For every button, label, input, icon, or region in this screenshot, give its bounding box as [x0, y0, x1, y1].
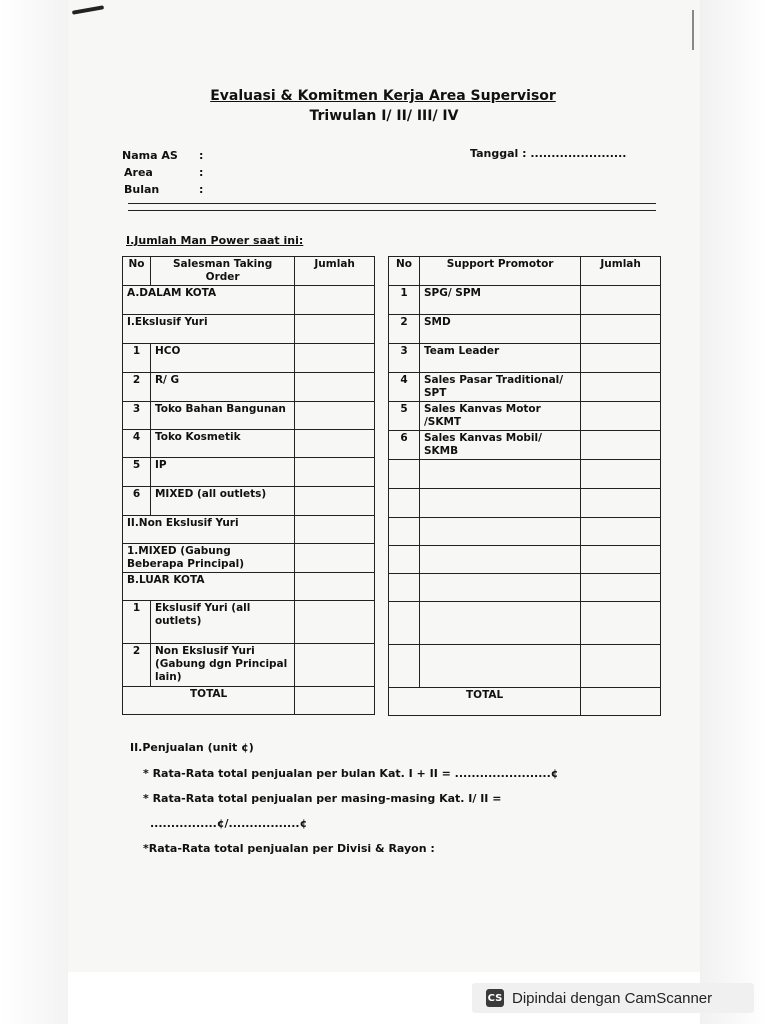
- table-row: [389, 546, 661, 574]
- promotor-row-label: Team Leader: [419, 344, 580, 373]
- promotor-row-number: 5: [389, 402, 420, 431]
- promotor-jumlah-cell: [581, 344, 661, 373]
- divider-line-2: [128, 210, 656, 211]
- salesman-row-number: 1: [123, 601, 151, 644]
- salesman-jumlah-cell: [295, 487, 375, 516]
- promotor-jumlah-cell: [581, 431, 661, 460]
- promotor-jumlah-cell: [581, 518, 661, 546]
- promotor-row-number: [389, 602, 420, 645]
- promotor-row-number: 2: [389, 315, 420, 344]
- document-subtitle: Triwulan I/ II/ III/ IV: [309, 108, 459, 124]
- promotor-row-number: 1: [389, 286, 420, 315]
- salesman-jumlah-cell: [295, 516, 375, 544]
- table-row: [389, 518, 661, 546]
- promotor-row-number: 6: [389, 431, 420, 460]
- promotor-row-label: SPG/ SPM: [419, 286, 580, 315]
- document-title: Evaluasi & Komitmen Kerja Area Supervisor: [210, 88, 556, 104]
- promotor-row-label: SMD: [419, 315, 580, 344]
- salesman-jumlah-cell: [295, 373, 375, 402]
- promotor-jumlah-cell: [581, 315, 661, 344]
- table-row: [123, 373, 375, 402]
- salesman-row-label: MIXED (all outlets): [150, 487, 294, 516]
- salesman-row-number: 5: [123, 458, 151, 487]
- label-area: Area: [124, 166, 153, 179]
- table-row: [389, 431, 661, 460]
- salesman-header-cell: No: [123, 257, 151, 286]
- promotor-row-number: [389, 489, 420, 518]
- promotor-row-number: 4: [389, 373, 420, 402]
- colon-area: :: [199, 166, 204, 179]
- support-promotor-table: [388, 256, 661, 716]
- table-row: [123, 573, 375, 601]
- promotor-row-label: [419, 574, 580, 602]
- camscanner-text: Dipindai dengan CamScanner: [512, 989, 713, 1007]
- label-tanggal: Tanggal : .......................: [470, 147, 627, 160]
- promotor-row-label: Sales Pasar Traditional/ SPT: [419, 373, 580, 402]
- salesman-row-number: 4: [123, 430, 151, 458]
- table-row: [123, 344, 375, 373]
- scan-border-right: [700, 0, 768, 1024]
- promotor-row-number: [389, 518, 420, 546]
- table-row: [389, 489, 661, 518]
- camscanner-logo-icon: CS: [486, 989, 504, 1007]
- promotor-total-row: [389, 688, 661, 716]
- salesman-section-label: II.Non Ekslusif Yuri: [123, 516, 295, 544]
- penjualan-item-2-values: ................¢/.................¢: [150, 817, 308, 830]
- table-row: [123, 430, 375, 458]
- promotor-row-label: Sales Kanvas Motor /SKMT: [419, 402, 580, 431]
- table-row: [123, 458, 375, 487]
- promotor-jumlah-cell: [581, 402, 661, 431]
- table-row: [123, 516, 375, 544]
- salesman-row-number: 6: [123, 487, 151, 516]
- penjualan-item-2: * Rata-Rata total penjualan per masing-masing Kat. I/ II =: [143, 792, 502, 805]
- table-row: [389, 402, 661, 431]
- table-row: [123, 402, 375, 430]
- colon-nama: :: [199, 149, 204, 162]
- salesman-table: [122, 256, 375, 715]
- table-row: [123, 286, 375, 315]
- promotor-row-number: [389, 645, 420, 688]
- salesman-jumlah-cell: [295, 402, 375, 430]
- salesman-jumlah-cell: [295, 644, 375, 687]
- table-row: [389, 373, 661, 402]
- salesman-row-label: R/ G: [150, 373, 294, 402]
- salesman-row-label: Non Ekslusif Yuri (Gabung dgn Principal lain): [150, 644, 294, 687]
- salesman-jumlah-cell: [295, 344, 375, 373]
- paper-edge-mark: [692, 10, 694, 50]
- table-row: [389, 574, 661, 602]
- salesman-section-label: B.LUAR KOTA: [123, 573, 295, 601]
- salesman-jumlah-cell: [295, 573, 375, 601]
- salesman-row-number: 1: [123, 344, 151, 373]
- promotor-jumlah-cell: [581, 645, 661, 688]
- salesman-header-cell: Salesman Taking Order: [150, 257, 294, 286]
- penjualan-item-1: * Rata-Rata total penjualan per bulan Kat. I + II = .......................¢: [143, 767, 559, 780]
- label-nama-as: Nama AS: [122, 149, 178, 162]
- salesman-section-label: 1.MIXED (Gabung Beberapa Principal): [123, 544, 295, 573]
- promotor-row-number: [389, 460, 420, 489]
- promotor-jumlah-cell: [581, 286, 661, 315]
- salesman-section-label: I.Ekslusif Yuri: [123, 315, 295, 344]
- salesman-row-number: 3: [123, 402, 151, 430]
- table-row: [389, 602, 661, 645]
- salesman-jumlah-cell: [295, 601, 375, 644]
- section2-heading: II.Penjualan (unit ¢): [130, 741, 254, 754]
- table-row: [123, 315, 375, 344]
- table-row: [123, 544, 375, 573]
- colon-bulan: :: [199, 183, 204, 196]
- table-row: [123, 487, 375, 516]
- promotor-jumlah-cell: [581, 574, 661, 602]
- salesman-total-row: [123, 687, 375, 715]
- salesman-row-label: Toko Bahan Bangunan: [150, 402, 294, 430]
- promotor-header-cell: No: [389, 257, 420, 286]
- promotor-jumlah-cell: [581, 546, 661, 574]
- salesman-jumlah-cell: [295, 286, 375, 315]
- scan-border-left: [0, 0, 68, 1024]
- table-row: [123, 601, 375, 644]
- salesman-row-number: 2: [123, 644, 151, 687]
- penjualan-item-3: *Rata-Rata total penjualan per Divisi & Rayon :: [143, 842, 435, 855]
- promotor-row-label: [419, 602, 580, 645]
- promotor-row-label: Sales Kanvas Mobil/ SKMB: [419, 431, 580, 460]
- salesman-jumlah-cell: [295, 315, 375, 344]
- salesman-section-label: A.DALAM KOTA: [123, 286, 295, 315]
- promotor-row-label: [419, 518, 580, 546]
- salesman-row-label: IP: [150, 458, 294, 487]
- salesman-row-label: Toko Kosmetik: [150, 430, 294, 458]
- table-row: [389, 344, 661, 373]
- section1-heading: I.Jumlah Man Power saat ini:: [126, 234, 304, 247]
- salesman-total-label: TOTAL: [123, 687, 295, 715]
- promotor-row-label: [419, 489, 580, 518]
- promotor-jumlah-cell: [581, 373, 661, 402]
- promotor-jumlah-cell: [581, 489, 661, 518]
- salesman-row-number: 2: [123, 373, 151, 402]
- promotor-row-number: [389, 574, 420, 602]
- promotor-row-label: [419, 645, 580, 688]
- divider-line-1: [128, 203, 656, 204]
- salesman-header-cell: Jumlah: [295, 257, 375, 286]
- camscanner-watermark: [472, 983, 754, 1013]
- promotor-jumlah-cell: [581, 460, 661, 489]
- salesman-header-row: [123, 257, 375, 286]
- table-row: [123, 644, 375, 687]
- promotor-header-cell: Support Promotor: [419, 257, 580, 286]
- salesman-row-label: Ekslusif Yuri (all outlets): [150, 601, 294, 644]
- promotor-header-cell: Jumlah: [581, 257, 661, 286]
- label-bulan: Bulan: [124, 183, 160, 196]
- promotor-jumlah-cell: [581, 602, 661, 645]
- salesman-jumlah-cell: [295, 458, 375, 487]
- salesman-jumlah-cell: [295, 430, 375, 458]
- promotor-total-label: TOTAL: [389, 688, 581, 716]
- promotor-header-row: [389, 257, 661, 286]
- salesman-row-label: HCO: [150, 344, 294, 373]
- table-row: [389, 315, 661, 344]
- table-row: [389, 460, 661, 489]
- promotor-row-number: 3: [389, 344, 420, 373]
- table-row: [389, 645, 661, 688]
- promotor-row-label: [419, 460, 580, 489]
- salesman-total-value: [295, 687, 375, 715]
- promotor-row-label: [419, 546, 580, 574]
- table-row: [389, 286, 661, 315]
- promotor-row-number: [389, 546, 420, 574]
- salesman-jumlah-cell: [295, 544, 375, 573]
- promotor-total-value: [581, 688, 661, 716]
